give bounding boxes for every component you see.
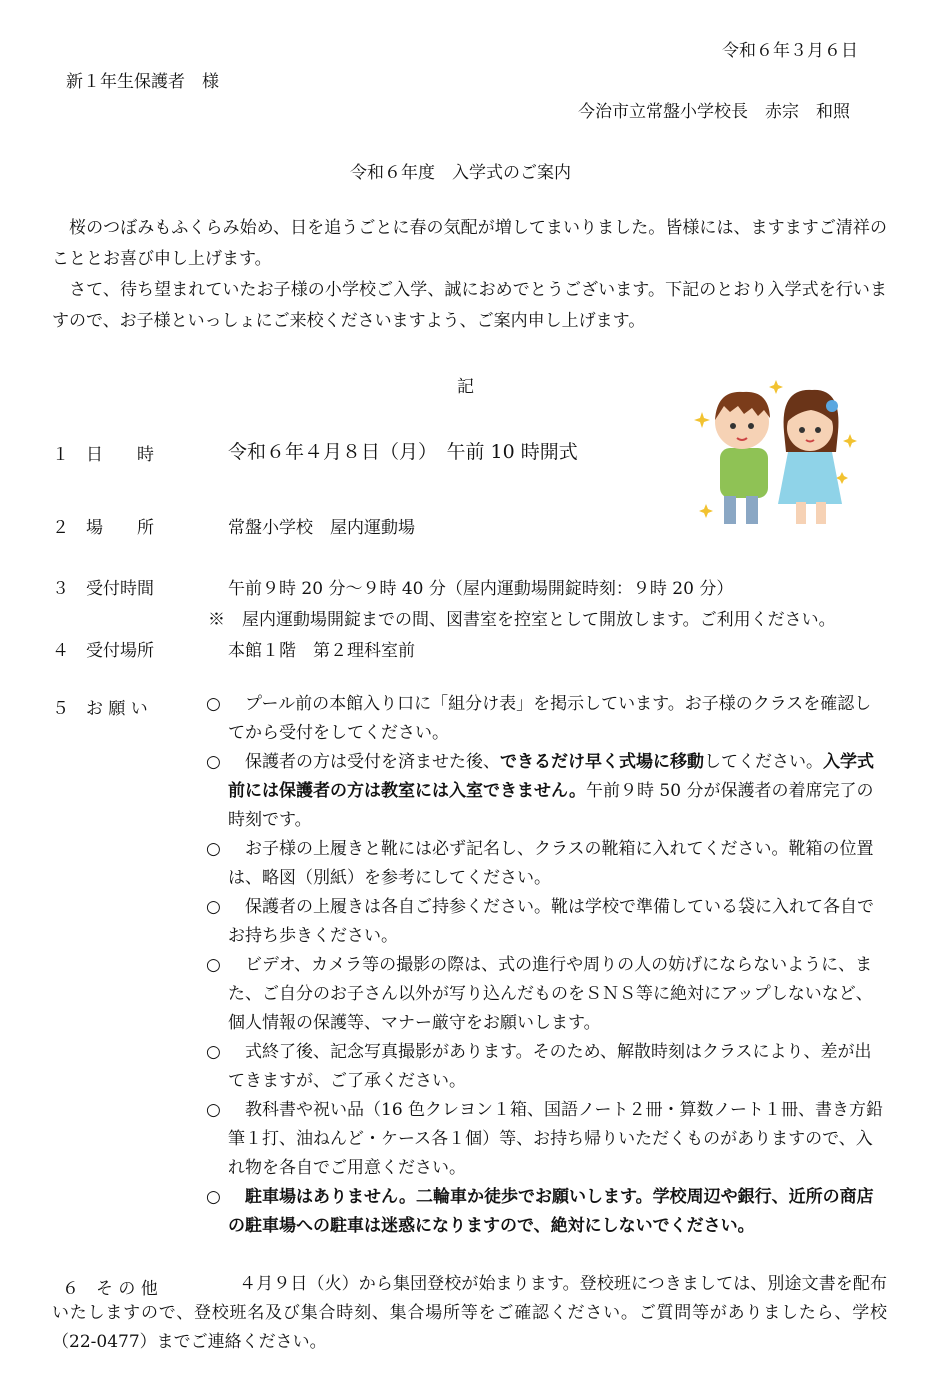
event-location: 常盤小学校 屋内運動場 [228, 518, 415, 538]
list-item [206, 1038, 886, 1096]
circle-bullet-icon: ○ [206, 897, 221, 917]
item-3-label: 受付時間 [86, 579, 154, 599]
list-item [206, 1096, 886, 1183]
request-text: お子様の上履きと靴には必ず記名し、クラスの靴箱に入れてください。靴箱の位置は、略図（別紙）を参考にしてください。 [228, 839, 874, 888]
request-text: 午前９時 50 分が保護者の着席完了の時刻です。 [228, 781, 874, 830]
event-datetime: 令和６年４月８日（月） 午前 10 時開式 [228, 441, 578, 463]
item-4-label: 受付場所 [86, 641, 154, 661]
item-2-number: ２ [52, 518, 69, 538]
reception-time: 午前９時 20 分～９時 40 分（屋内運動場開錠時刻：９時 20 分） [228, 579, 734, 599]
request-text: 保護者の上履きは各自ご持参ください。靴は学校で準備している袋に入れて各自でお持ち歩きください。 [228, 897, 874, 946]
ki-heading: 記 [457, 377, 474, 397]
letter-date: 令和６年３月６日 [722, 41, 858, 61]
recipient: 新１年生保護者 様 [66, 72, 219, 92]
request-text: プール前の本館入り口に「組分け表」を掲示しています。お子様のクラスを確認してから受付をしてください。 [228, 694, 872, 743]
request-text: 教科書や祝い品（16 色クレヨン１箱、国語ノート２冊・算数ノート１冊、書き方鉛筆１打、油ねんど・ケース各１個）等、お持ち帰りいただくものがありますので、入れ物を各自でご用意ください。 [228, 1100, 884, 1178]
list-item [206, 835, 886, 893]
list-item [206, 690, 886, 748]
reception-note: ※ 屋内運動場開錠までの間、図書室を控室として開放します。ご利用ください。 [208, 610, 836, 630]
item-5-number: ５ [52, 699, 69, 719]
other-paragraph: ４月９日（火）から集団登校が始まります。登校班につきましては、別途文書を配布いたしますので、登校班名及び集合時刻、集合場所等をご確認ください。ご質問等がありましたら、学校（22-0477）までご連絡ください。 [52, 1274, 887, 1352]
circle-bullet-icon: ○ [206, 955, 221, 975]
item-1-number: １ [52, 445, 69, 465]
request-text: 駐車場はありません。二輪車か徒歩でお願いします。学校周辺や銀行、近所の商店の駐車場への駐車は迷惑になりますので、絶対にしないでください。 [228, 1187, 874, 1236]
circle-bullet-icon: ○ [206, 1187, 221, 1207]
circle-bullet-icon: ○ [206, 1100, 221, 1120]
request-text: ビデオ、カメラ等の撮影の際は、式の進行や周りの人の妨げにならないように、また、ご自分のお子さん以外が写り込んだものをＳＮＳ等に絶対にアップしないなど、個人情報の保護等、マナー厳守をお願いします。 [228, 955, 873, 1033]
item-6-number: ６ [62, 1279, 79, 1299]
circle-bullet-icon: ○ [206, 694, 221, 714]
request-text: 式終了後、記念写真撮影があります。そのため、解散時刻はクラスにより、差が出てきますが、ご了承ください。 [228, 1042, 872, 1091]
sender: 今治市立常盤小学校長 赤宗 和照 [578, 102, 850, 122]
circle-bullet-icon: ○ [206, 1042, 221, 1062]
item-6-label: そ の 他 [96, 1279, 158, 1299]
item-3-number: ３ [52, 579, 69, 599]
request-text: してください。 [704, 752, 823, 772]
list-item [206, 748, 886, 835]
circle-bullet-icon: ○ [206, 839, 221, 859]
item-4-number: ４ [52, 641, 69, 661]
item-2-label: 場 所 [86, 518, 154, 538]
intro-paragraph-2: さて、待ち望まれていたお子様の小学校ご入学、誠におめでとうございます。下記のとおり入学式を行いますので、お子様といっしょにご来校くださいますよう、ご案内申し上げます。 [52, 280, 887, 331]
children-illustration-icon [690, 372, 870, 532]
reception-place: 本館１階 第２理科室前 [228, 641, 415, 661]
list-item [206, 951, 886, 1038]
request-emphasis: 入学式前には保護者の方は教室には入室できません。 [228, 752, 874, 801]
circle-bullet-icon: ○ [206, 752, 221, 772]
request-text: 保護者の方は受付を済ませた後、 [228, 752, 500, 772]
requests-list [206, 690, 886, 1241]
list-item [206, 1183, 886, 1241]
item-1-label: 日 時 [86, 445, 154, 465]
document-title: 令和６年度 入学式のご案内 [350, 163, 571, 183]
list-item [206, 893, 886, 951]
intro-paragraph-1: 桜のつぼみもふくらみ始め、日を追うごとに春の気配が増してまいりました。皆様には、ますますご清祥のこととお喜び申し上げます。 [52, 218, 887, 269]
item-5-label: お 願 い [86, 699, 148, 719]
request-emphasis: できるだけ早く式場に移動 [500, 752, 704, 772]
